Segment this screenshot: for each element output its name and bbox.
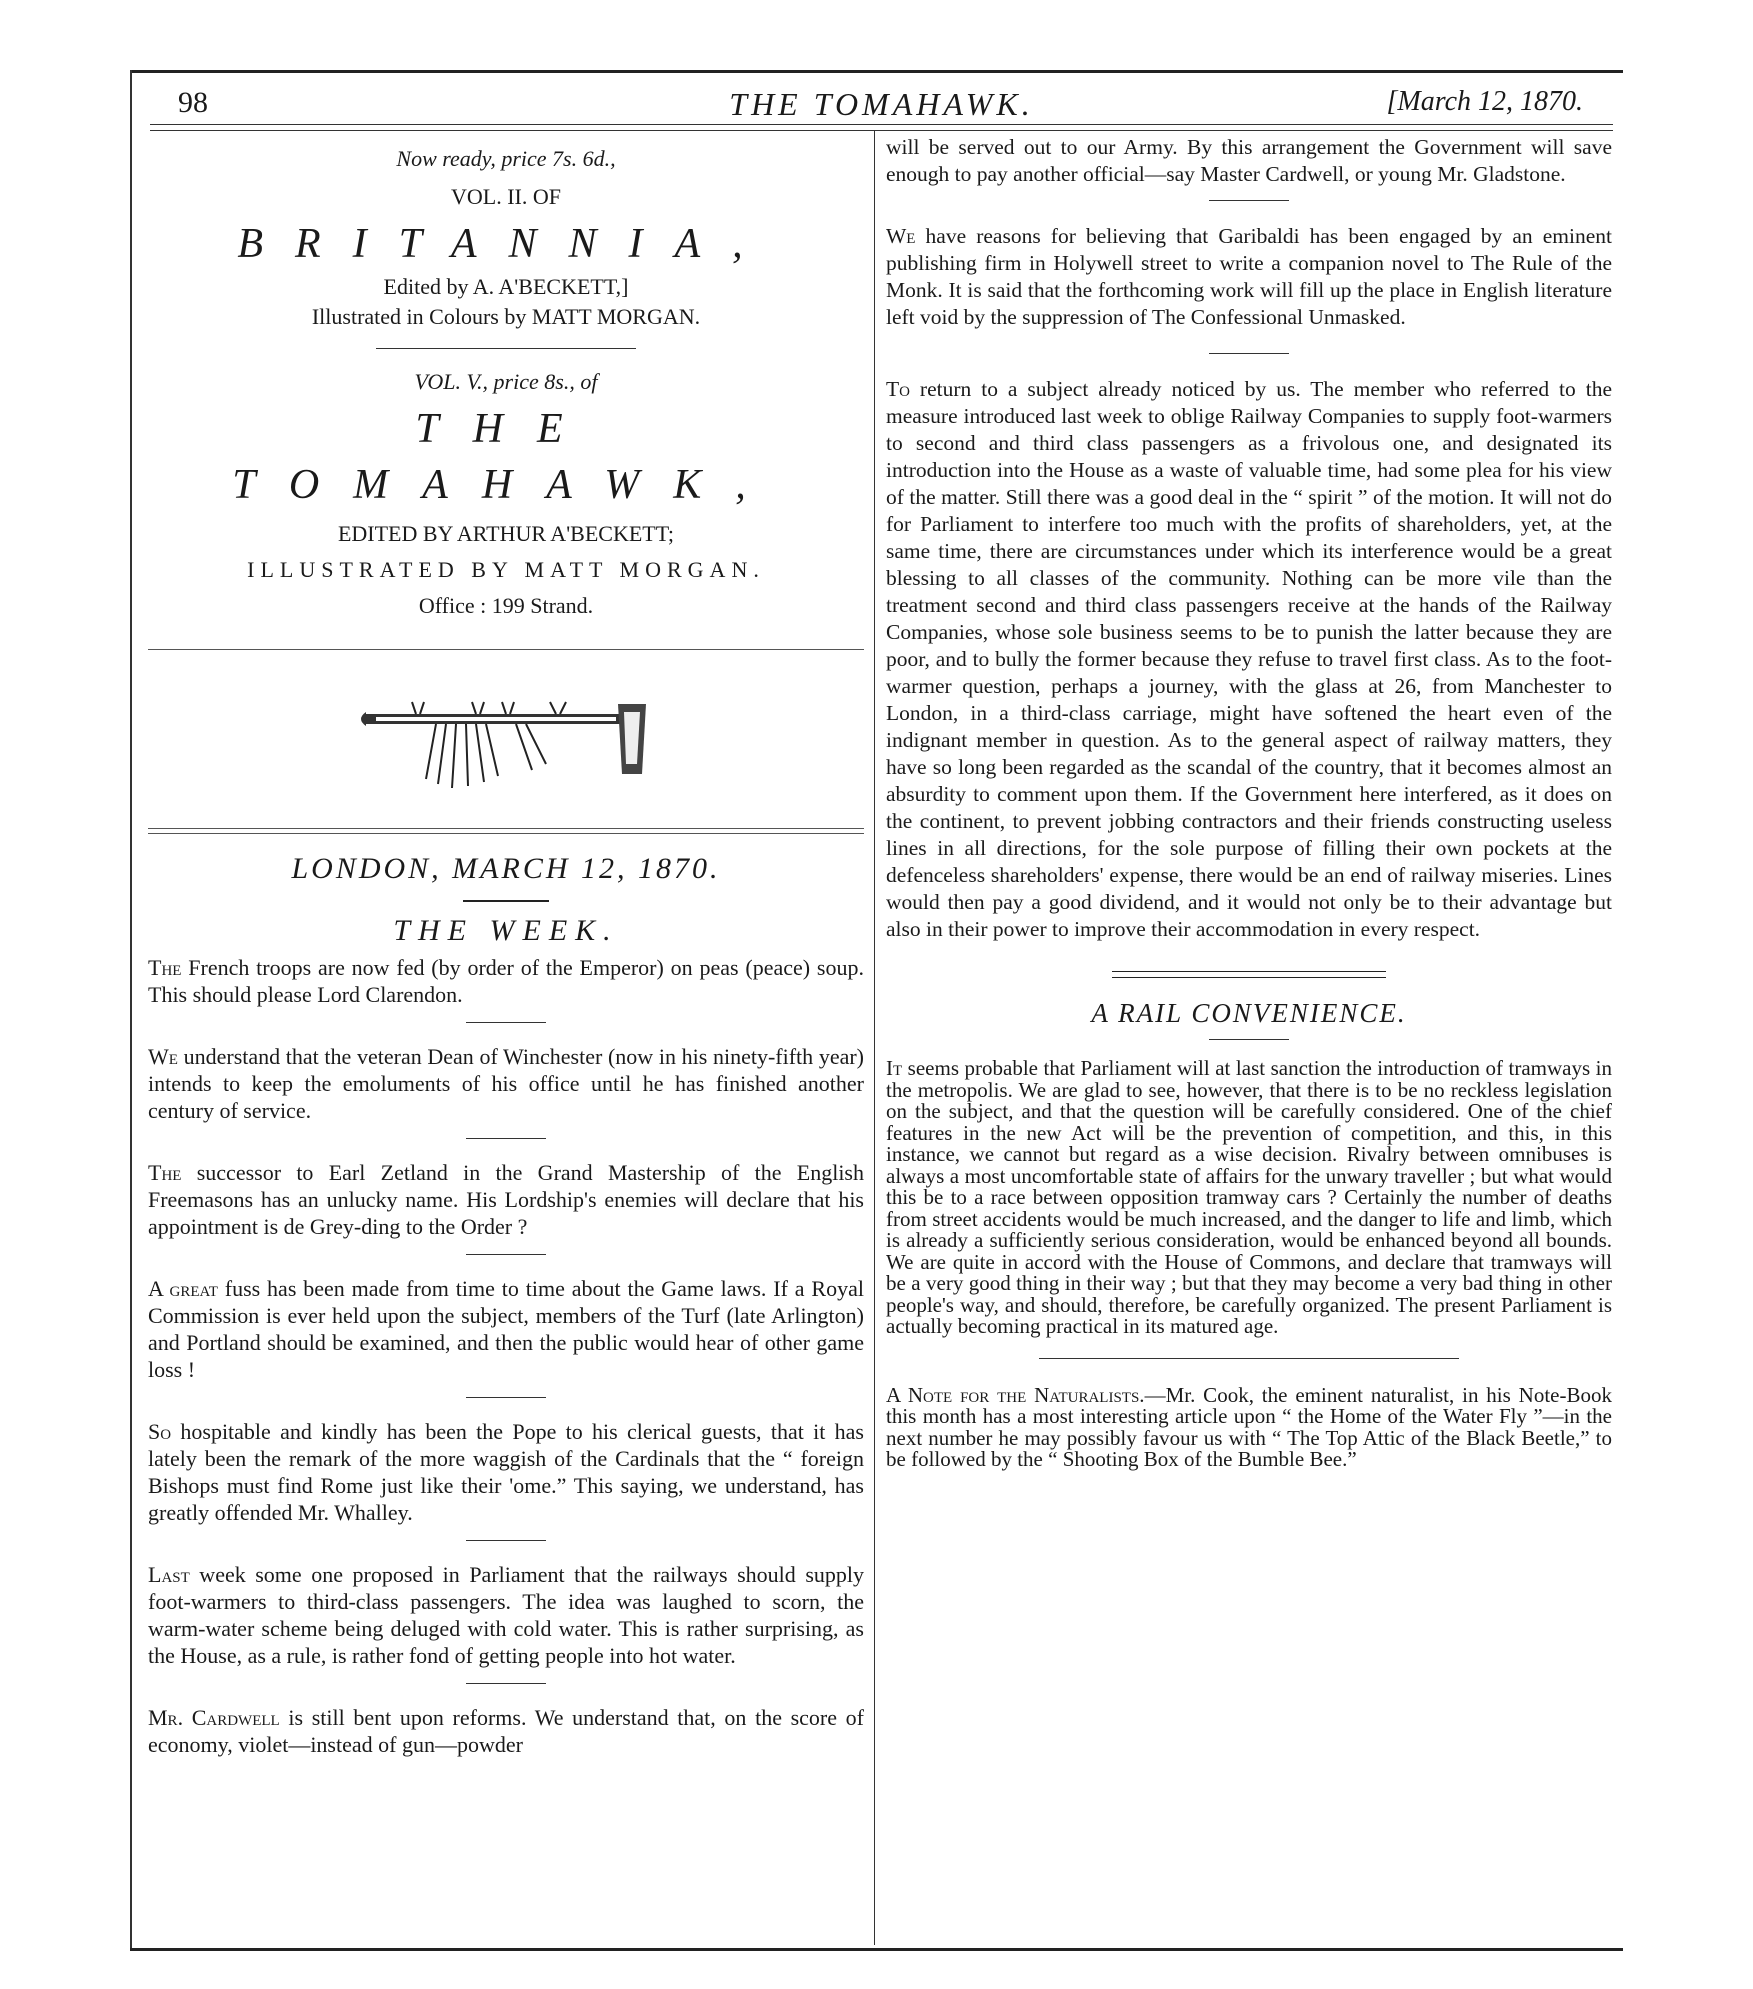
- ornament-rule-top: [148, 649, 864, 650]
- item-separator: [466, 1397, 546, 1398]
- week-item: The French troops are now fed (by order of the Emperor) on peas (peace) soup. This should please Lord Clarendon.: [148, 955, 864, 1007]
- week-item: A great fuss has been made from time to time about the Game laws. If a Royal Commission is ever held upon the subject, members of the Turf (late Arlington) and Portland should be examined, and then the public would hear of other game loss !: [148, 1276, 864, 1382]
- week-item: Mr. Cardwell is still bent upon reforms. We understand that, on the score of economy, violet—instead of gun—powder: [148, 1705, 864, 1757]
- advertisement-block: [148, 144, 864, 621]
- heading-rule: [1209, 1039, 1289, 1040]
- office-address: Office : 199 Strand.: [418, 593, 594, 618]
- publication-title: THE TOMAHAWK.: [729, 86, 1034, 122]
- page-frame-bottom: [130, 1948, 1623, 1951]
- item-separator: [466, 1138, 546, 1139]
- right-column: [886, 134, 1612, 1471]
- week-item: Last week some one proposed in Parliament that the railways should supply foot-warmers to third-class passengers. The idea was laughed to scorn, the warm-water scheme being deluged with cold water. This is rather surprising, as the House, as a rule, is rather fond of getting people into hot water.: [148, 1562, 864, 1668]
- issue-date: [March 12, 1870.: [1386, 86, 1583, 117]
- garibaldi-paragraph: We have reasons for believing that Garibaldi has been engaged by an eminent publishing firm in Holywell street to write a companion novel to The Rule of the Monk. It is said that the forthcoming work will fill up the place in English literature left void by the suppression of The Confessional Unmasked.: [886, 224, 1612, 329]
- ad-divider: [376, 348, 636, 349]
- dateline: LONDON, MARCH 12, 1870.: [291, 852, 721, 885]
- week-item: We understand that the veteran Dean of Winchester (now in his ninety-fifth year) intends to keep the emoluments of his office until he has finished another century of service.: [148, 1044, 864, 1123]
- britannia-title: BRITANNIA,: [237, 221, 775, 267]
- naturalists-note: A Note for the Naturalists.—Mr. Cook, the eminent naturalist, in his Note-Book this month has a most interesting article upon “ the Home of the Water Fly ”—in the next number he may possibly favour us with “ The Top Attic of the Black Beetle,” to be followed by the “ Shooting Box of the Bumble Bee.”: [886, 1382, 1612, 1471]
- item-separator: [1209, 200, 1289, 201]
- ornament-rule-bottom: [148, 828, 864, 834]
- railway-paragraph: To return to a subject already noticed by us. The member who referred to the measure introduced last week to oblige Railway Companies to supply foot-warmers to second and third class passengers as a frivolous one, and designated its introduction into the House as a waste of valuable time, had some plea for his view of the matter. Still there was a good deal in the “ spirit ” of the motion. It will not do for Parliament to interfere too much with the profits of shareholders, yet, at the same time, there are circumstances under which its interference would be a great blessing to all classes of the community. Nothing can be more vile than the treatment second and third class passengers receive at the hands of the Railway Companies, whose sole business seems to be to punish the latter because they are poor, and to bully the former because they refuse to travel first class. As to the foot-warmer question, perhaps a journey, with the glass at 26, from Manchester to London, in a third-class carriage, might have softened the heart even of the indignant member in question. As to the general aspect of railway matters, they have so long been regarded as the scandal of the country, that it becomes almost an absurdity to comment upon them. If the Government here interfered, as it does on the continent, to prevent jobbing contractors and their friends constructing useless lines in all directions, for the sole purpose of filling their own pockets at the defenceless shareholders' expense, there would be an end of railway miseries. Lines would then pay a good dividend, and it would not only be to their advantage but also in their power to improve their accommodation in every respect.: [886, 377, 1612, 941]
- item-separator: [466, 1022, 546, 1023]
- page-header: [150, 86, 1613, 126]
- page-number: 98: [178, 86, 208, 119]
- section-double-rule: [1112, 971, 1386, 978]
- britannia-illustrator: Illustrated in Colours by MATT MORGAN.: [311, 304, 701, 329]
- week-item: So hospitable and kindly has been the Pope to his clerical guests, that it has lately been the remark of the more waggish of the Cardinals that the “ foreign Bishops must find Rome just like their 'ome.” This saying, we understand, has greatly offended Mr. Whalley.: [148, 1419, 864, 1525]
- rail-convenience-heading: A RAIL CONVENIENCE.: [1091, 998, 1407, 1028]
- tomahawk-editor: EDITED BY ARTHUR A'BECKETT;: [337, 521, 675, 546]
- item-separator: [466, 1254, 546, 1255]
- section-rule: [1039, 1358, 1459, 1359]
- dateline-rule: [463, 900, 549, 902]
- week-heading: THE WEEK.: [393, 914, 619, 947]
- tomahawk-price: VOL. V., price 8s., of: [414, 369, 598, 394]
- header-rule: [150, 124, 1613, 131]
- page-frame-left: [130, 70, 132, 1950]
- left-column: [148, 134, 864, 1758]
- britannia-editor: Edited by A. A'BECKETT,]: [383, 274, 629, 299]
- page-frame-top: [130, 70, 1623, 73]
- column-divider: [874, 130, 875, 1945]
- tomahawk-illustrator: ILLUSTRATED BY MATT MORGAN.: [247, 557, 765, 582]
- tomahawk-title: THE TOMAHAWK,: [232, 406, 780, 508]
- week-item: The successor to Earl Zetland in the Grand Mastership of the English Freemasons has an unlucky name. His Lordship's enemies will declare that his appointment is de Grey-ding to the Order ?: [148, 1160, 864, 1239]
- continued-paragraph: will be served out to our Army. By this arrangement the Government will save enough to pay another official—say Master Cardwell, or young Mr. Gladstone.: [886, 135, 1612, 186]
- item-separator: [466, 1540, 546, 1541]
- item-separator: [466, 1683, 546, 1684]
- britannia-volume: VOL. II. OF: [451, 184, 561, 209]
- item-separator: [1209, 353, 1289, 354]
- britannia-price: Now ready, price 7s. 6d.,: [396, 146, 616, 171]
- tomahawk-ornament-icon: [356, 684, 656, 794]
- rail-convenience-paragraph: It seems probable that Parliament will at last sanction the introduction of tramways in the metropolis. We are glad to see, however, that there is to be no reckless legislation on the subject, and that the question will be carefully considered. One of the chief features in the new Act will be the prevention of competition, and this, in this instance, we cannot but regard as a wise decision. Rivalry between omnibuses is always a most uncomfortable state of affairs for the unwary traveller ; but what would this be to a race between opposition tramway cars ? Certainly the number of deaths from street accidents would be much increased, and the danger to life and limb, which is already a sufficiently serious consideration, would be enhanced beyond all bounds. We are quite in accord with the House of Commons, and declare that tramways will be a very good thing in their way ; but that they may become a very bad thing in other people's way, and should, therefore, be carefully organized. The present Parliament is actually becoming practical in its matured age.: [886, 1056, 1612, 1338]
